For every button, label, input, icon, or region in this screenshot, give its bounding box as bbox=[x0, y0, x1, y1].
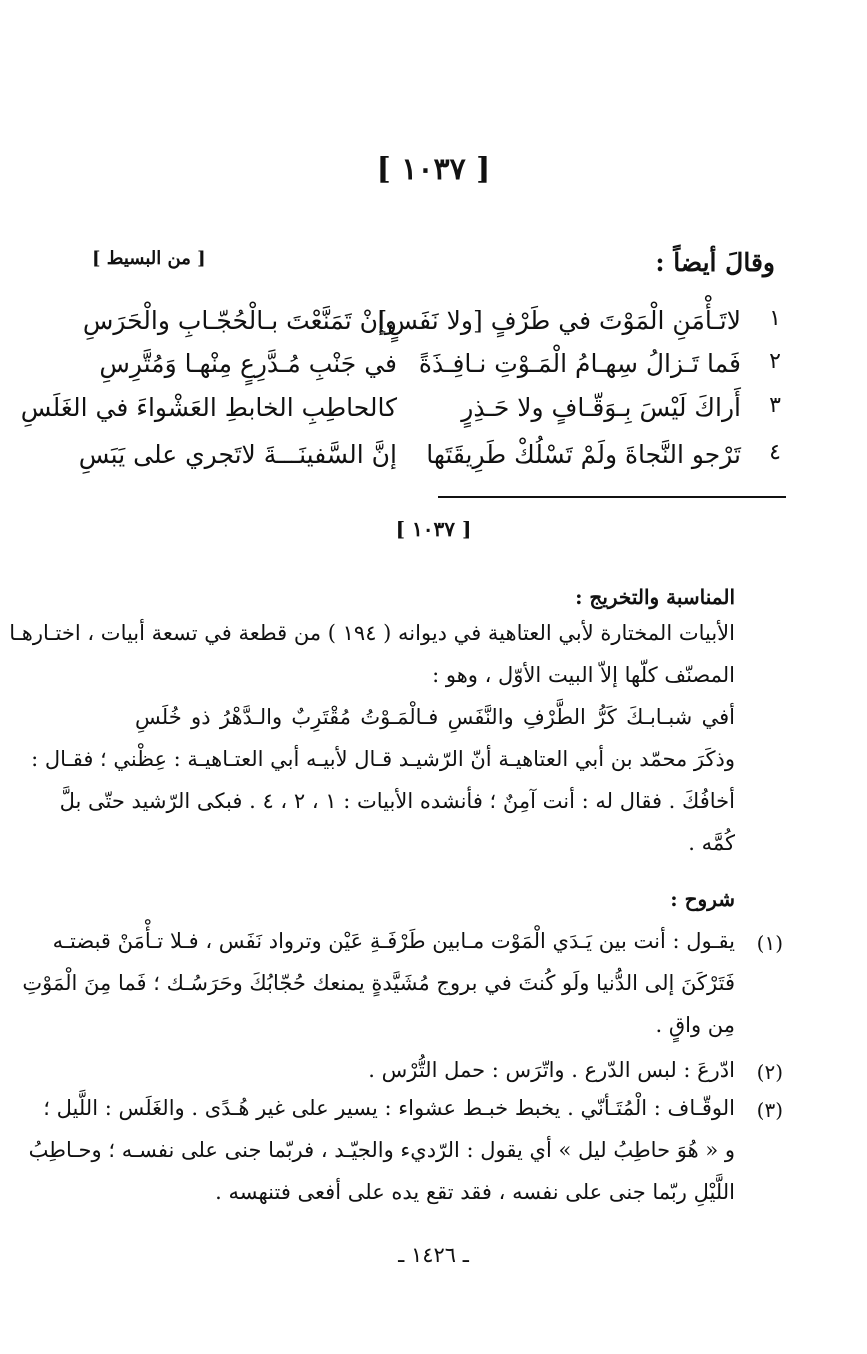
verse-first-hemistich: لاتَـأْمَنِ الْمَوْتَ في طَرْفٍ [ولا نَفَسٍ] bbox=[377, 306, 741, 335]
verse-line bbox=[20, 393, 787, 433]
verse-number: ٣ bbox=[769, 393, 781, 418]
verse-number: ٢ bbox=[769, 349, 781, 374]
meter-label: [ من البسيط ] bbox=[92, 248, 206, 269]
intro-text: وقالَ أيضاً : bbox=[655, 248, 775, 277]
note-line: اللَّيْلِ ربّما جنى على نفسه ، فقد تقع يده على أفعى فتنهسه . bbox=[215, 1180, 735, 1204]
note-number: (٣) bbox=[756, 1098, 783, 1122]
commentary-number-heading: [ ١٠٣٧ ] bbox=[395, 517, 472, 541]
note-line: فَتَرْكَنَ إلى الدُّنيا ولَو كُنتَ في بروج مُشَيَّدةٍ يمنعك حُجّابُكَ وحَرَسُـك ؛ فَما مِنَ الْمَوْتِ bbox=[22, 971, 735, 995]
verse-second-hemistich: وإنْ تَمَنَّعْتَ بـالْحُجّـابِ والْحَرَسِ bbox=[82, 306, 397, 335]
section-divider bbox=[438, 496, 786, 498]
verse-first-hemistich: فَما تَـزالُ سِهـامُ الْمَـوْتِ نـافِـذَةً bbox=[418, 349, 741, 378]
verse-line bbox=[87, 349, 787, 389]
note-line: الوقّـاف : الْمُتَـأنّي . يخبط خبـط عشواء : يسير على غير هُـدًى . والغَلَس : اللَّيل ؛ bbox=[43, 1096, 735, 1120]
note-line: مِن واقٍ . bbox=[655, 1013, 735, 1037]
verse-first-hemistich: أَراكَ لَيْسَ بِـوَقّـافٍ ولا حَـذِرٍ bbox=[461, 393, 741, 422]
note-line: ادّرعَ : لبس الدّرع . واتّرَس : حمل التُّرْس . bbox=[368, 1058, 735, 1082]
verse-line bbox=[82, 306, 787, 346]
page-number: ـ ١٤٢٦ ـ bbox=[398, 1243, 469, 1267]
verse-line bbox=[78, 440, 787, 480]
verse-number: ٤ bbox=[769, 440, 781, 465]
verse-number: ١ bbox=[769, 306, 781, 331]
note-number: (٢) bbox=[756, 1060, 783, 1084]
paragraph-line: الأبيات المختارة لأبي العتاهية في ديوانه ( ١٩٤ ) من قطعة في تسعة أبيات ، اختـارهـا bbox=[9, 621, 735, 645]
note-line: و « هُوَ حاطِبُ ليل » أي يقول : الرّديء والجيّـد ، فربّما جنى على نفسـه ؛ وحـاطِبُ bbox=[28, 1138, 735, 1162]
section-title-sources: المناسبة والتخريج : bbox=[575, 585, 735, 609]
section-title-explanations: شروح : bbox=[670, 887, 735, 911]
paragraph-line: وذكَرَ محمّد بن أبي العتاهيـة أنّ الرّشيـد قـال لأبيـه أبي العتـاهيـة : عِظْني ؛ فقـال : bbox=[31, 747, 735, 771]
verse-first-hemistich: تَرْجو النَّجاةَ ولَمْ تَسْلُكْ طَرِيقَتَها bbox=[426, 440, 741, 469]
paragraph-line: المصنّف كلّها إلاّ البيت الأوّل ، وهو : bbox=[432, 663, 735, 687]
verse-second-hemistich: في جَنْبِ مُـدَّرِعٍ مِنْهـا وَمُتَّرِسِ bbox=[99, 349, 397, 378]
paragraph-line: أخافُكَ . فقال له : أنت آمِنٌ ؛ فأنشده الأبيات : ١ ، ٢ ، ٤ . فبكى الرّشيد حتّى بلَّ bbox=[59, 789, 735, 813]
note-line: يقـول : أنت بين يَـدَي الْمَوْت مـابين طَرْفَـةِ عَيْن وترواد نَفَس ، فـلا تـأْمَنْ قبضتـه bbox=[52, 929, 735, 953]
verse-second-hemistich: إنَّ السَّفينَـــةَ لاتَجري على يَبَسِ bbox=[78, 440, 397, 469]
quoted-verse-line: أفي شبـابـكَ كَرُّ الطَّرْفِ والنَّفَسِ فـالْمَـوْتُ مُقْتَرِبٌ والـدَّهْرُ ذو خُلَسِ bbox=[135, 705, 735, 729]
verse-second-hemistich: كالحاطِبِ الخابطِ العَشْواءَ في الغَلَسِ bbox=[20, 393, 397, 422]
poem-number-heading: [ ١٠٣٧ ] bbox=[376, 152, 491, 187]
paragraph-line: كُمَّه . bbox=[688, 831, 735, 855]
note-number: (١) bbox=[756, 931, 783, 955]
